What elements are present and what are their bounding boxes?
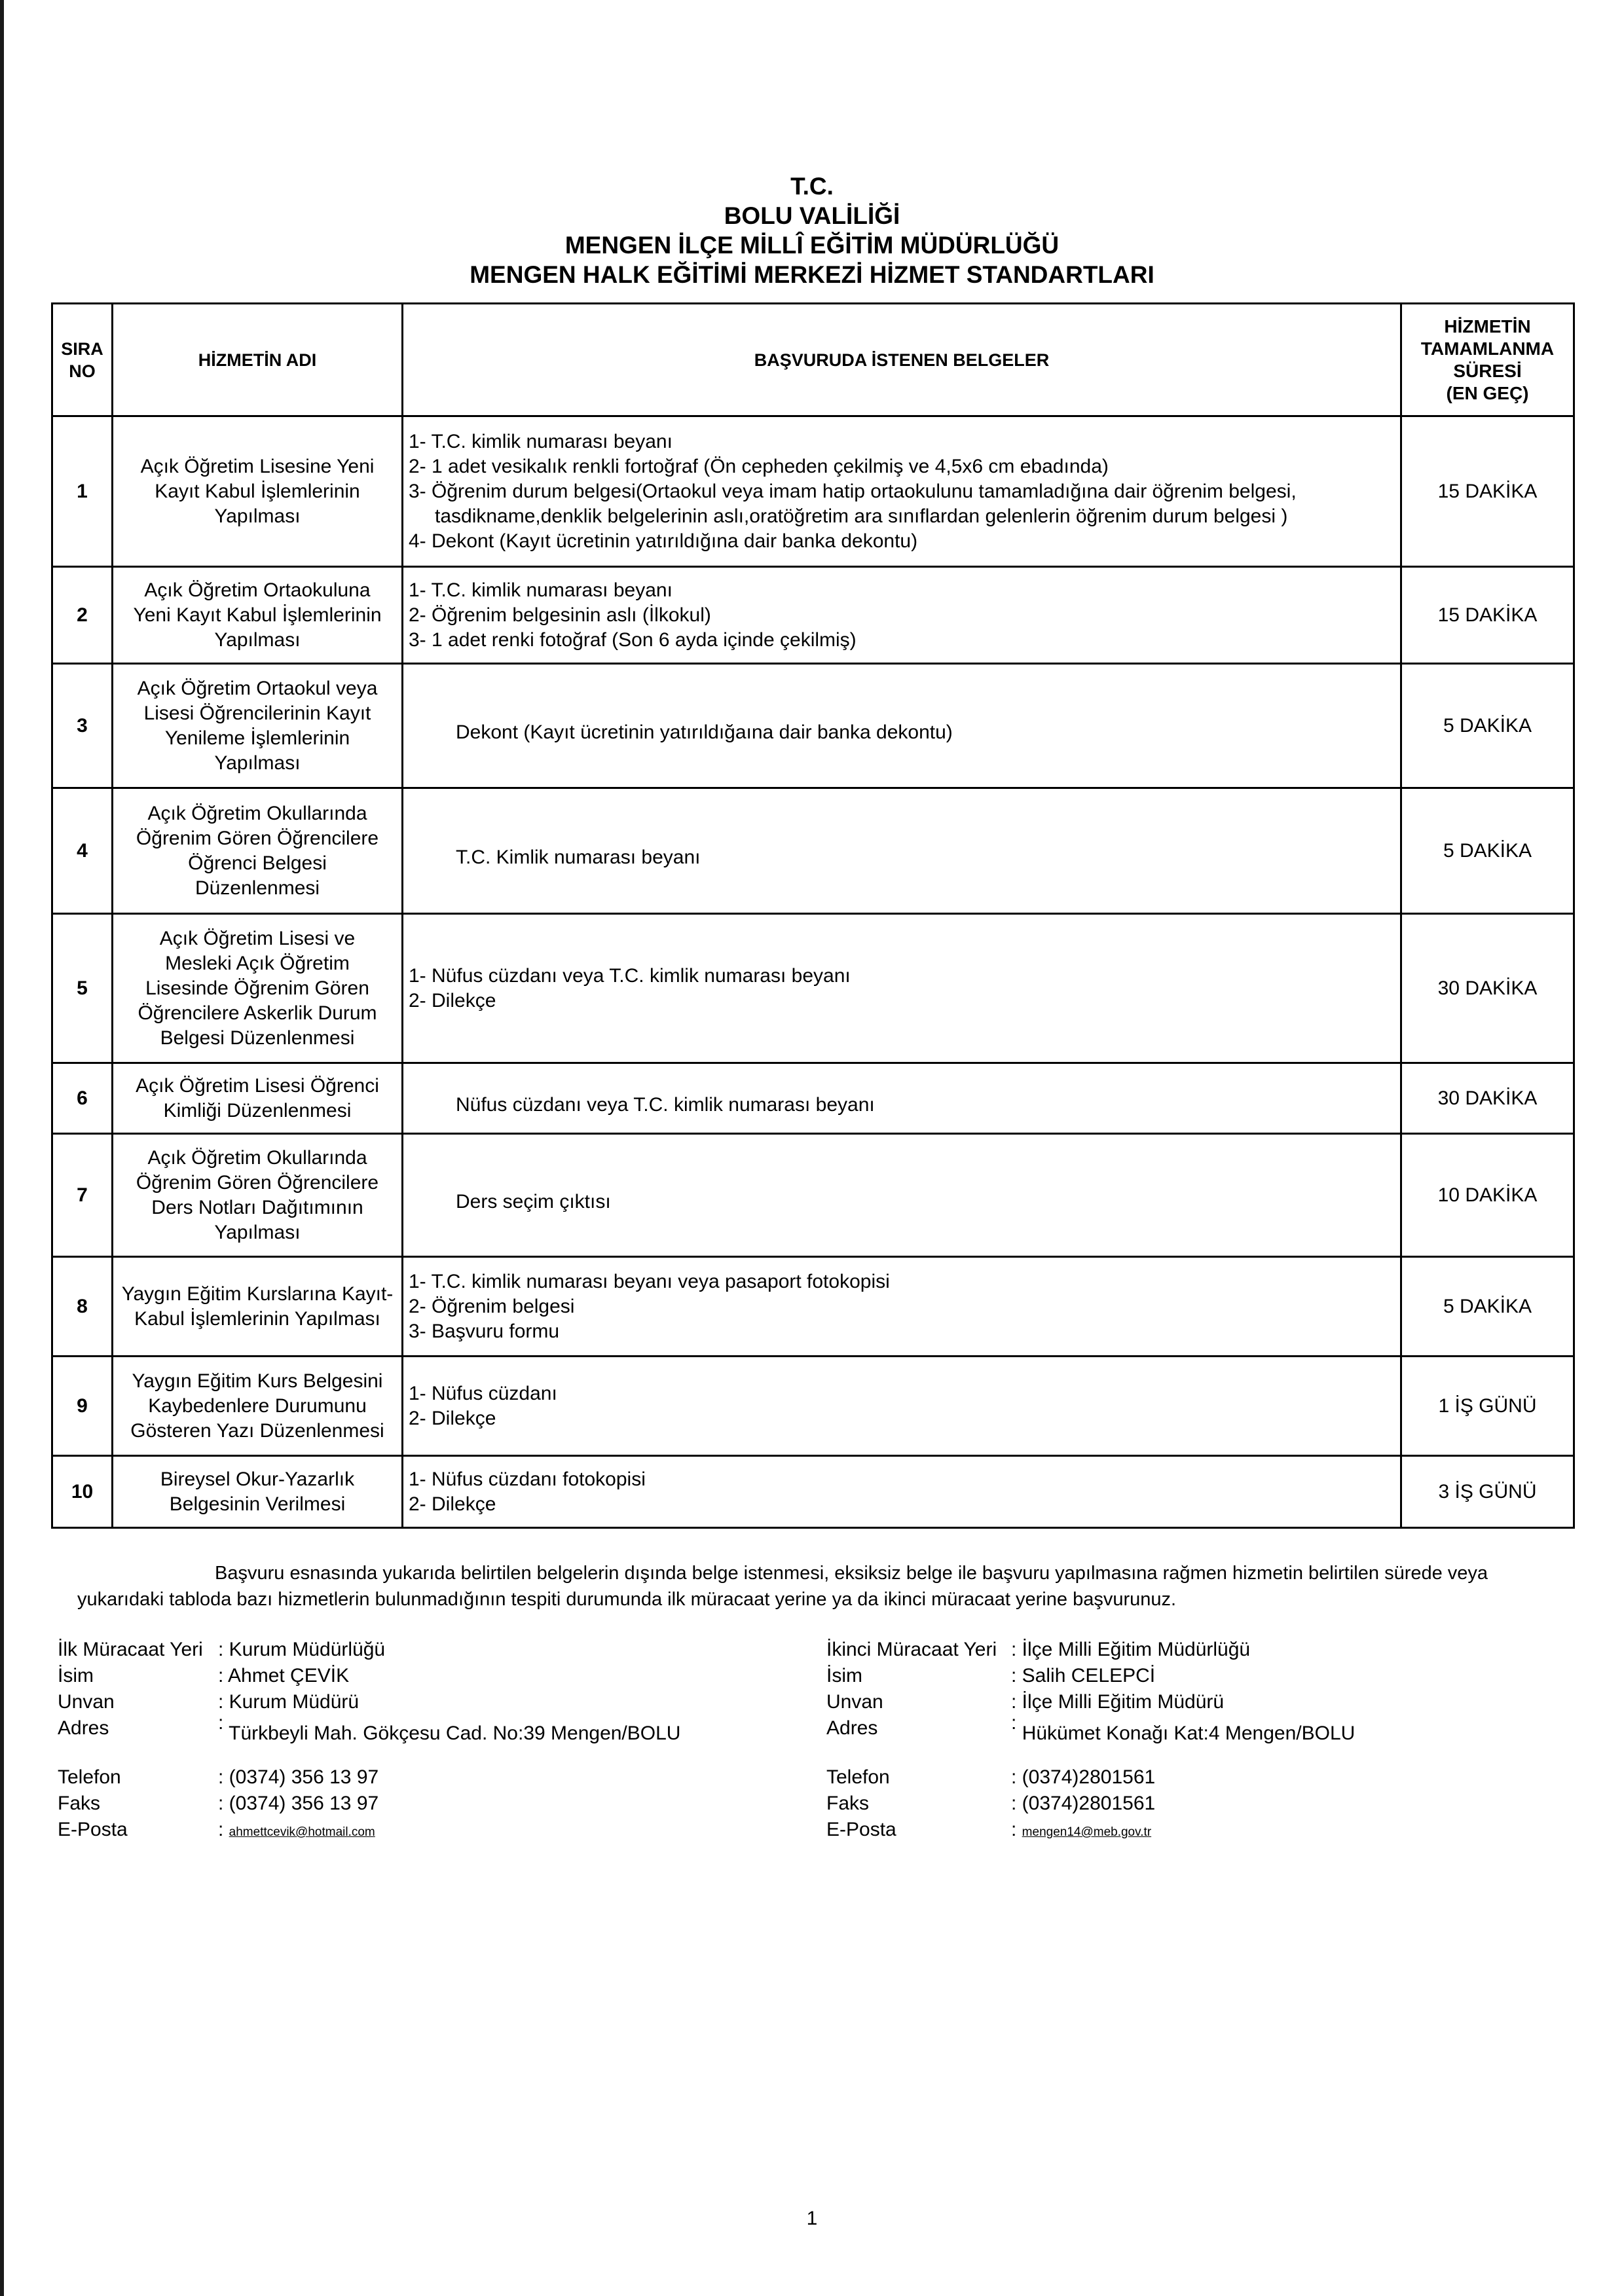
service-name-line: Yenileme İşlemlerinin [164, 727, 350, 749]
scan-edge [0, 0, 4, 2296]
document-item: 4- Dekont (Kayıt ücretinin yatırıldığına dair banka dekontu) [409, 530, 918, 552]
first-title-label: Unvan [58, 1691, 115, 1713]
service-standards-table [51, 302, 1575, 1529]
completion-time: 30 DAKİKA [1401, 1063, 1574, 1134]
second-email-label: E-Posta [826, 1819, 896, 1840]
second-fax-label: Faks [826, 1793, 870, 1814]
service-name-line: Belgesi Düzenlenmesi [160, 1027, 355, 1049]
contact-second-office [826, 1637, 1547, 1843]
completion-time: 15 DAKİKA [1401, 567, 1574, 664]
col-header-duration-line-4: (EN GEÇ) [1446, 382, 1529, 403]
first-phone-value: : (0374) 356 13 97 [218, 1766, 379, 1788]
page-number: 1 [806, 2208, 818, 2229]
col-header-name: HİZMETİN ADI [113, 304, 403, 416]
service-name [113, 567, 403, 664]
service-name-line: Öğrenim Gören Öğrencilere [136, 1171, 379, 1194]
service-name-line: Kimliği Düzenlenmesi [163, 1099, 352, 1121]
required-documents [403, 788, 1401, 914]
document-item: Ders seçim çıktısı [456, 1190, 611, 1212]
service-name-line: Açık Öğretim Lisesine Yeni [140, 455, 375, 477]
header-line-3: MENGEN İLÇE MİLLÎ EĞİTİM MÜDÜRLÜĞÜ [564, 232, 1060, 259]
document-item: 2- Dilekçe [409, 1407, 496, 1429]
header-line-2: BOLU VALİLİĞİ [724, 202, 900, 229]
service-name-line: Bireysel Okur-Yazarlık [160, 1468, 355, 1490]
service-name-line: Düzenlenmesi [194, 877, 320, 899]
service-name-line: Gösteren Yazı Düzenlenmesi [130, 1419, 384, 1442]
document-item: tasdikname,denklik belgelerinin aslı,oratöğretim ara sınıflardan gelenlerin öğrenim durum belgesi ) [435, 505, 1288, 527]
document-item: 2- 1 adet vesikalık renkli fortoğraf (Ön cepheden çekilmiş ve 4,5x6 cm ebadında) [409, 455, 1109, 477]
row-number: 10 [52, 1456, 113, 1528]
document-item: 2- Dilekçe [409, 1493, 496, 1515]
row-number: 8 [52, 1257, 113, 1357]
completion-time: 1 İŞ GÜNÜ [1401, 1357, 1574, 1456]
second-fax-value: : (0374)2801561 [1011, 1793, 1156, 1814]
row-number: 3 [52, 664, 113, 788]
row-number: 5 [52, 914, 113, 1063]
document-item: T.C. Kimlik numarası beyanı [456, 846, 701, 868]
document-item: 1- T.C. kimlik numarası beyanı [409, 579, 673, 601]
first-name-label: İsim [58, 1665, 94, 1686]
required-documents [403, 1134, 1401, 1257]
service-name-line: Kaybedenlere Durumunu [148, 1394, 367, 1417]
completion-time: 5 DAKİKA [1401, 664, 1574, 788]
completion-time: 10 DAKİKA [1401, 1134, 1574, 1257]
required-documents [403, 914, 1401, 1063]
table-row [52, 1456, 1574, 1528]
header-line-1: T.C. [790, 173, 834, 200]
service-name-line: Lisesi Öğrencilerinin Kayıt [143, 702, 371, 724]
document-item: 3- 1 adet renki fotoğraf (Son 6 ayda içinde çekilmiş) [409, 629, 857, 651]
document-item: 3- Öğrenim durum belgesi(Ortaokul veya imam hatip ortaokulunu tamamladığına dair öğrenim belgesi, [409, 480, 1297, 502]
service-name-line: Öğrencilere Askerlik Durum [138, 1002, 377, 1024]
second-email-link[interactable]: mengen14@meb.gov.tr [1022, 1825, 1152, 1839]
completion-time: 5 DAKİKA [1401, 1257, 1574, 1357]
service-name-line: Kayıt Kabul İşlemlerinin [155, 480, 360, 502]
second-address-label: Adres [826, 1717, 878, 1739]
service-name-line: Öğrenci Belgesi [188, 852, 327, 874]
table-row [52, 1357, 1574, 1456]
document-item: Nüfus cüzdanı veya T.C. kimlik numarası beyanı [456, 1093, 875, 1116]
second-email-value: : mengen14@meb.gov.tr [1011, 1819, 1152, 1840]
table-row [52, 416, 1574, 567]
service-name-line: Yapılması [214, 505, 301, 527]
service-name-line: Açık Öğretim Ortaokul veya [137, 677, 378, 699]
table-row [52, 664, 1574, 788]
col-header-no [52, 304, 113, 416]
table-row [52, 914, 1574, 1063]
service-name-line: Ders Notları Dağıtımının [151, 1196, 363, 1218]
application-note: Başvuru esnasında yukarıda belirtilen belgelerin dışında belge istenmesi, eksiksiz belge ile başvuru yapılmasına rağmen hizmetin belirtilen sürede veya yukarıdaki tabloda bazı hizmetlerin bulunmadığının tespiti durumunda ilk müracaat yerine ya da ikinci müracaat yerine başvurunuz. [77, 1563, 1488, 1610]
row-number: 2 [52, 567, 113, 664]
header-line-4: MENGEN HALK EĞİTİMİ MERKEZİ HİZMET STANDARTLARI [470, 261, 1154, 288]
first-email-label: E-Posta [58, 1819, 128, 1840]
service-name [113, 1063, 403, 1134]
table-row [52, 567, 1574, 664]
document-item: 3- Başvuru formu [409, 1320, 560, 1342]
service-name-line: Belgesinin Verilmesi [169, 1493, 346, 1515]
row-number: 7 [52, 1134, 113, 1257]
document-item: 2- Öğrenim belgesi [409, 1295, 575, 1317]
table-row [52, 1257, 1574, 1357]
service-name-line: Yeni Kayıt Kabul İşlemlerinin [133, 604, 382, 626]
service-name-line: Açık Öğretim Lisesi Öğrenci [136, 1074, 379, 1097]
service-name-line: Mesleki Açık Öğretim [165, 952, 350, 974]
table-row [52, 1134, 1574, 1257]
service-name-line: Lisesinde Öğrenim Gören [145, 977, 369, 999]
first-address-label: Adres [58, 1717, 109, 1739]
service-name-line: Açık Öğretim Ortaokuluna [144, 579, 371, 601]
second-phone-label: Telefon [826, 1766, 890, 1788]
first-email-link[interactable]: ahmettcevik@hotmail.com [229, 1825, 375, 1839]
service-name-line: Yaygın Eğitim Kurs Belgesini [132, 1370, 383, 1392]
col-header-no-line-1: SIRA [61, 338, 103, 359]
first-name-value: : Ahmet ÇEVİK [218, 1665, 350, 1686]
service-name [113, 914, 403, 1063]
required-documents [403, 1257, 1401, 1357]
col-header-duration-line-2: TAMAMLANMA [1420, 338, 1555, 359]
required-documents [403, 1357, 1401, 1456]
document-item: 2- Dilekçe [409, 989, 496, 1011]
service-name-line: Yapılması [214, 1221, 301, 1243]
second-phone-value: : (0374)2801561 [1011, 1766, 1156, 1788]
first-place-value: : Kurum Müdürlüğü [218, 1639, 386, 1660]
service-name-line: Yapılması [214, 752, 301, 774]
required-documents [403, 1063, 1401, 1134]
required-documents [403, 567, 1401, 664]
service-name [113, 1134, 403, 1257]
service-name [113, 416, 403, 567]
table-row [52, 788, 1574, 914]
row-number: 1 [52, 416, 113, 567]
second-place-value: : İlçe Milli Eğitim Müdürlüğü [1011, 1639, 1251, 1660]
required-documents [403, 416, 1401, 567]
col-header-duration-line-3: SÜRESİ [1453, 360, 1522, 381]
required-documents [403, 664, 1401, 788]
completion-time: 3 İŞ GÜNÜ [1401, 1456, 1574, 1528]
service-name-line: Açık Öğretim Okullarında [147, 802, 367, 824]
service-name [113, 1357, 403, 1456]
service-name-line: Öğrenim Gören Öğrencilere [136, 827, 379, 849]
col-header-no-line-2: NO [69, 361, 96, 381]
required-documents [403, 1456, 1401, 1528]
second-place-label: İkinci Müracaat Yeri [826, 1639, 997, 1660]
service-name-line: Açık Öğretim Okullarında [147, 1146, 367, 1169]
first-title-value: : Kurum Müdürü [218, 1691, 360, 1713]
second-name-value: : Salih CELEPCİ [1011, 1665, 1156, 1686]
row-number: 9 [52, 1357, 113, 1456]
second-title-value: : İlçe Milli Eğitim Müdürü [1011, 1691, 1225, 1713]
service-name [113, 1257, 403, 1357]
first-email-value: : ahmettcevik@hotmail.com [218, 1819, 375, 1840]
row-number: 4 [52, 788, 113, 914]
service-name-line: Yapılması [214, 629, 301, 651]
table-row [52, 1063, 1574, 1134]
service-name [113, 788, 403, 914]
first-address-value: : Türkbeyli Mah. Gökçesu Cad. No:39 Mengen/BOLU [218, 1712, 681, 1744]
service-name [113, 1456, 403, 1528]
service-name-line: Kabul İşlemlerinin Yapılması [134, 1307, 380, 1330]
first-fax-label: Faks [58, 1793, 101, 1814]
document-item: 1- Nüfus cüzdanı veya T.C. kimlik numarası beyanı [409, 964, 851, 987]
first-fax-value: : (0374) 356 13 97 [218, 1793, 379, 1814]
page-header [0, 172, 1624, 289]
completion-time: 30 DAKİKA [1401, 914, 1574, 1063]
document-item: 1- Nüfus cüzdanı [409, 1382, 557, 1404]
contact-first-office [58, 1637, 778, 1843]
service-name [113, 664, 403, 788]
table-header-row [52, 304, 1574, 416]
completion-time: 5 DAKİKA [1401, 788, 1574, 914]
service-name-line: Yaygın Eğitim Kurslarına Kayıt- [121, 1283, 394, 1305]
completion-time: 15 DAKİKA [1401, 416, 1574, 567]
document-item: Dekont (Kayıt ücretinin yatırıldığaına dair banka dekontu) [456, 721, 953, 743]
second-address-value: : Hükümet Konağı Kat:4 Mengen/BOLU [1011, 1712, 1356, 1744]
first-place-label: İlk Müracaat Yeri [58, 1639, 203, 1660]
row-number: 6 [52, 1063, 113, 1134]
document-item: 1- T.C. kimlik numarası beyanı veya pasaport fotokopisi [409, 1270, 890, 1292]
document-item: 2- Öğrenim belgesinin aslı (İlkokul) [409, 604, 711, 626]
col-header-duration-line-1: HİZMETİN [1444, 316, 1531, 337]
col-header-docs: BAŞVURUDA İSTENEN BELGELER [403, 304, 1401, 416]
second-name-label: İsim [826, 1665, 862, 1686]
first-phone-label: Telefon [58, 1766, 121, 1788]
document-item: 1- Nüfus cüzdanı fotokopisi [409, 1468, 646, 1490]
col-header-duration [1401, 304, 1574, 416]
document-item: 1- T.C. kimlik numarası beyanı [409, 430, 673, 452]
second-title-label: Unvan [826, 1691, 883, 1713]
service-name-line: Açık Öğretim Lisesi ve [159, 927, 356, 949]
